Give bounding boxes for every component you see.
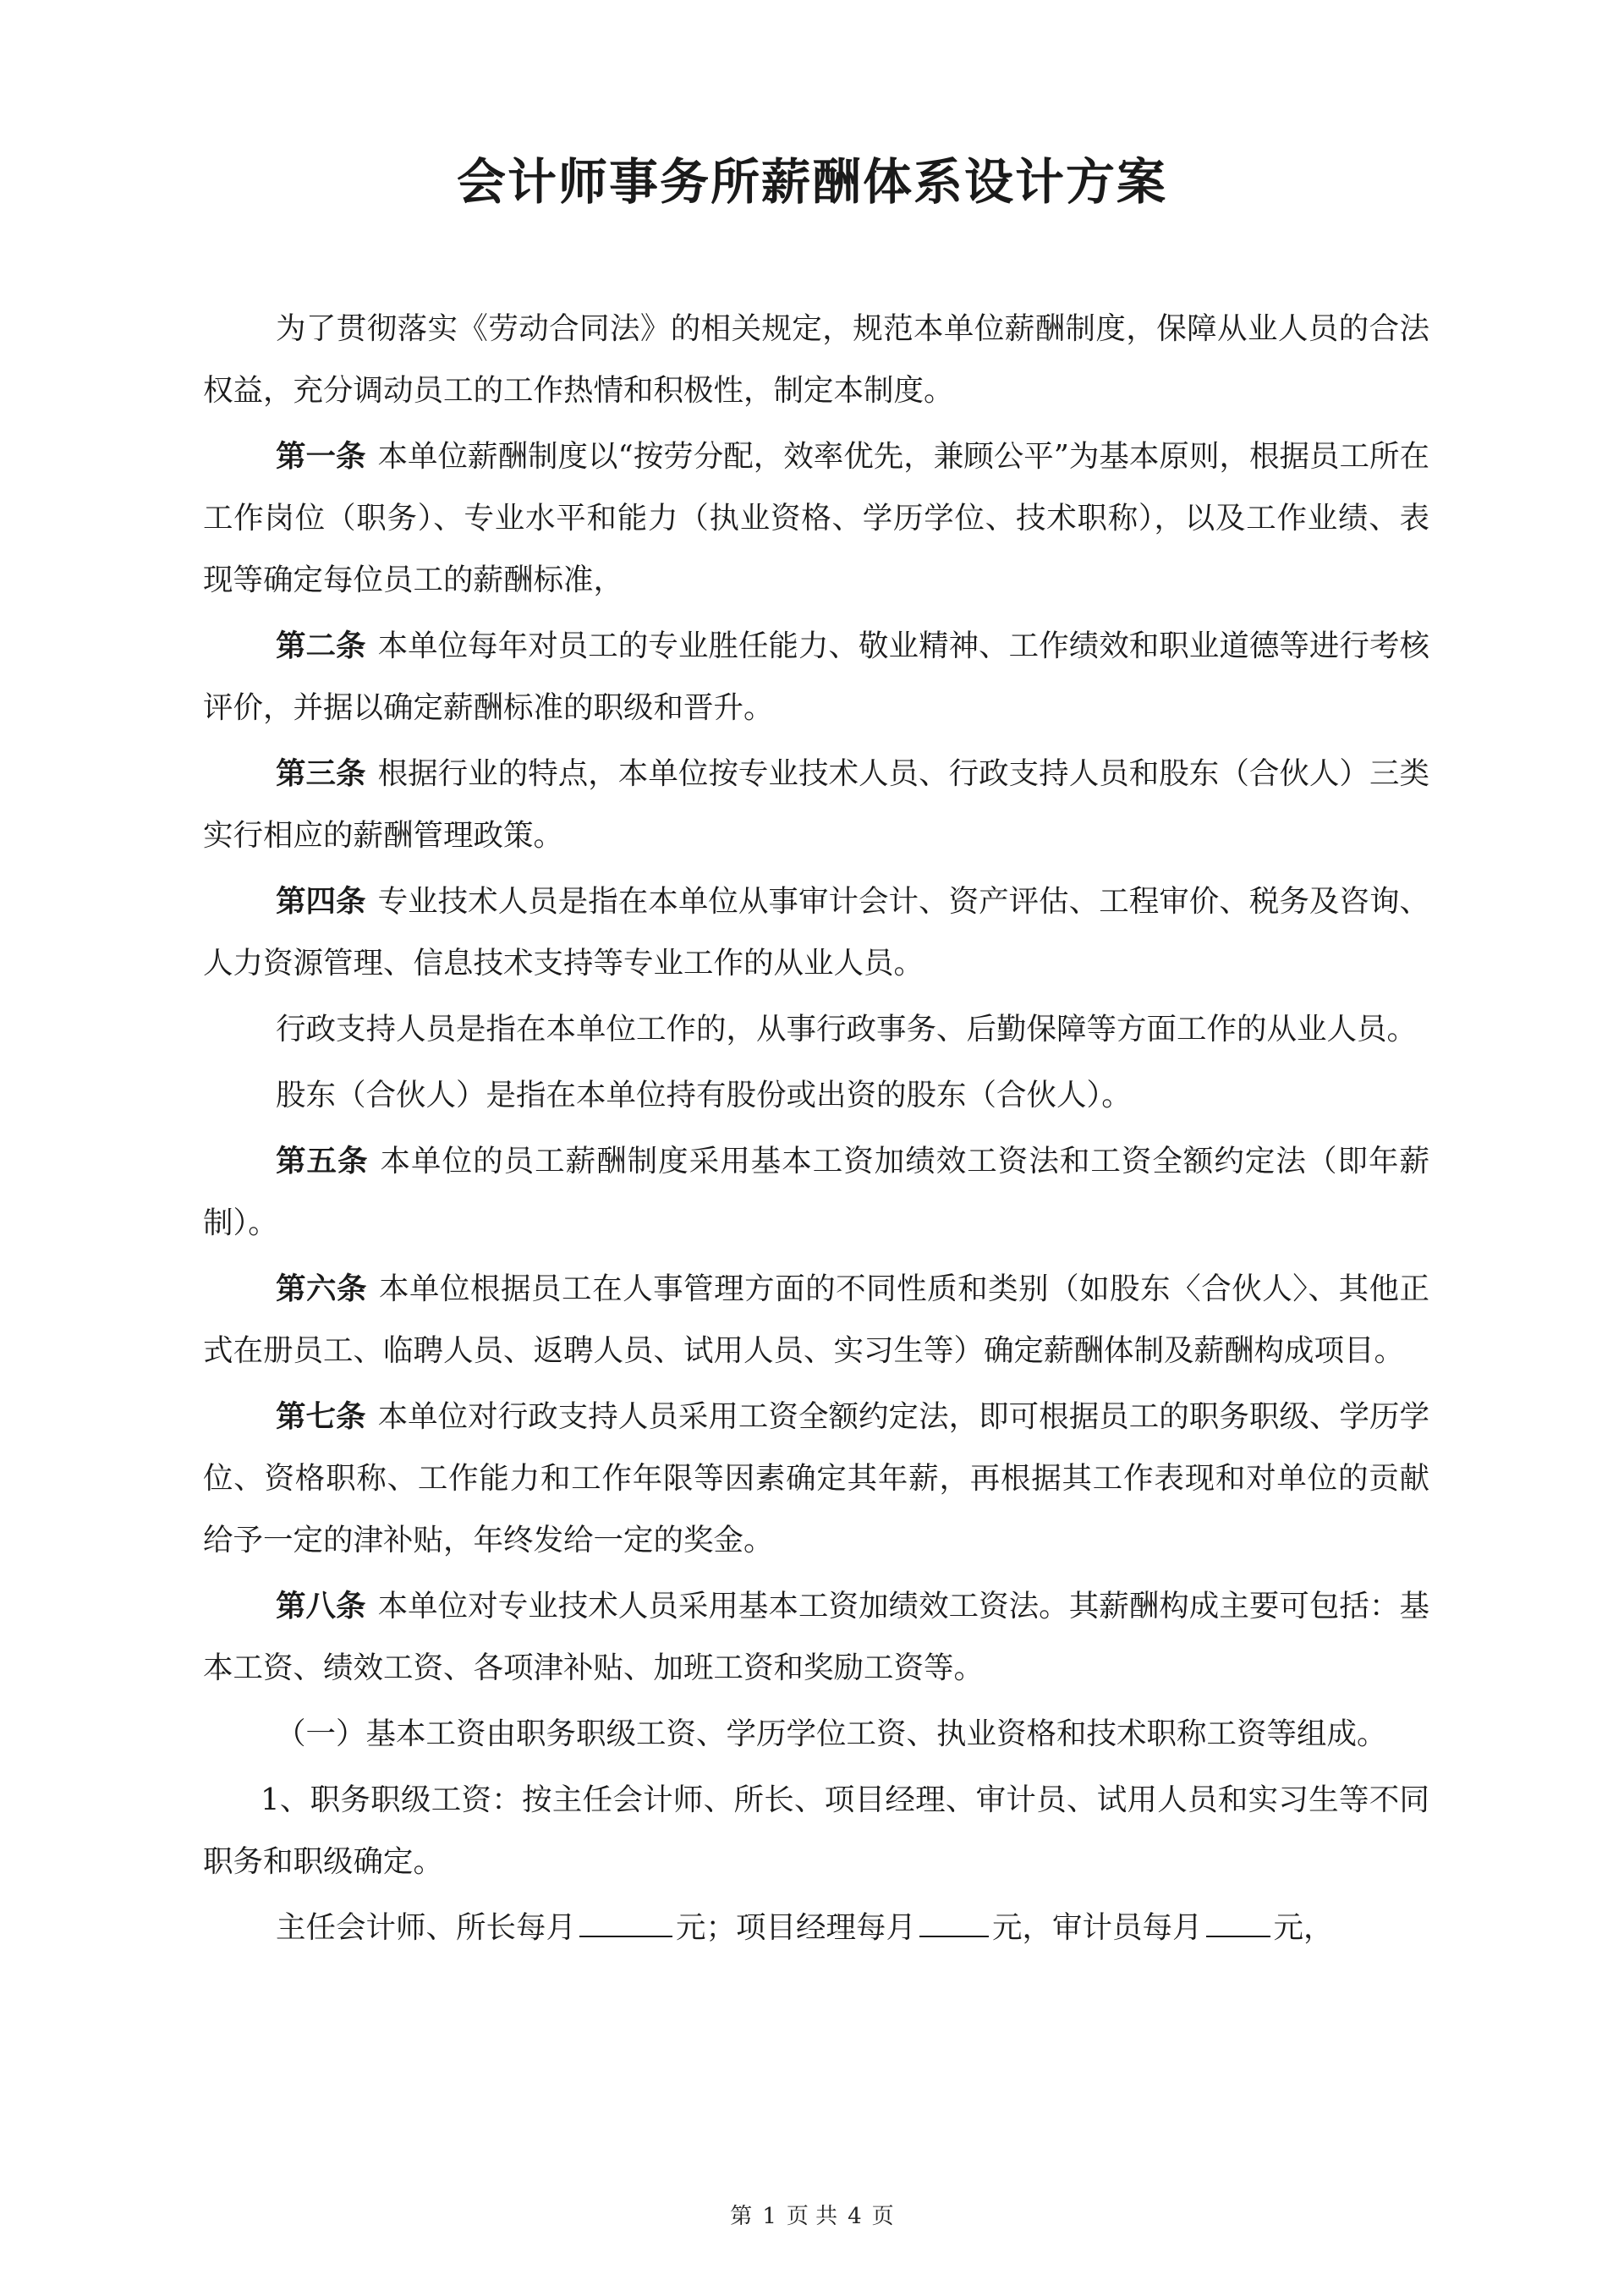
article-label: 第七条 bbox=[276, 1399, 366, 1434]
footer-mid: 页 共 bbox=[786, 2204, 838, 2229]
article-2 bbox=[203, 615, 1429, 739]
shareholders-paragraph: 股东（合伙人）是指在本单位持有股份或出资的股东（合伙人）。 bbox=[276, 1078, 1132, 1112]
article-4 bbox=[203, 871, 1429, 994]
article-text: 根据行业的特点，本单位按专业技术人员、行政支持人员和股东（合伙人）三类实行相应的薪酬管理政策。 bbox=[203, 756, 1429, 853]
salary-blank-director bbox=[579, 1910, 672, 1937]
article-label: 第八条 bbox=[276, 1589, 366, 1623]
article-1 bbox=[203, 426, 1429, 611]
article-8 bbox=[203, 1575, 1429, 1699]
basic-salary-item: （一）基本工资由职务职级工资、学历学位工资、执业资格和技术职称工资等组成。 bbox=[276, 1717, 1387, 1751]
article-text: 专业技术人员是指在本单位从事审计会计、资产评估、工程审价、税务及咨询、人力资源管理、信息技术支持等专业工作的从业人员。 bbox=[203, 884, 1429, 980]
salary-text-part3: 元，审计员每月 bbox=[992, 1910, 1203, 1945]
article-text: 本单位每年对员工的专业胜任能力、敬业精神、工作绩效和职业道德等进行考核评价，并据以确定薪酬标准的职级和晋升。 bbox=[203, 629, 1429, 725]
article-label: 第二条 bbox=[276, 629, 366, 663]
article-label: 第一条 bbox=[276, 439, 366, 474]
footer-page-number: 1 bbox=[762, 2204, 776, 2229]
admin-staff-paragraph: 行政支持人员是指在本单位工作的，从事行政事务、后勤保障等方面工作的从业人员。 bbox=[276, 1012, 1418, 1046]
article-text: 本单位对专业技术人员采用基本工资加绩效工资法。其薪酬构成主要可包括：基本工资、绩效工资、各项津补贴、加班工资和奖励工资等。 bbox=[203, 1589, 1429, 1685]
position-salary-item: 1、职务职级工资：按主任会计师、所长、项目经理、审计员、试用人员和实习生等不同职务和职级确定。 bbox=[203, 1782, 1429, 1879]
document-body bbox=[203, 298, 1429, 1963]
article-7 bbox=[203, 1386, 1429, 1571]
footer-prefix: 第 bbox=[730, 2204, 753, 2229]
intro-paragraph: 为了贯彻落实《劳动合同法》的相关规定，规范本单位薪酬制度，保障从业人员的合法权益，充分调动员工的工作热情和积极性，制定本制度。 bbox=[203, 311, 1429, 408]
salary-blank-manager bbox=[919, 1910, 989, 1937]
article-text: 本单位根据员工在人事管理方面的不同性质和类别（如股东〈合伙人〉、其他正式在册员工、临聘人员、返聘人员、试用人员、实习生等）确定薪酬体制及薪酬构成项目。 bbox=[203, 1272, 1429, 1368]
article-text: 本单位薪酬制度以“按劳分配，效率优先，兼顾公平”为基本原则，根据员工所在工作岗位（职务）、专业水平和能力（执业资格、学历学位、技术职称），以及工作业绩、表现等确定每位员工的薪酬标准， bbox=[203, 439, 1429, 597]
salary-blank-auditor bbox=[1206, 1910, 1270, 1937]
article-text: 本单位的员工薪酬制度采用基本工资加绩效工资法和工资全额约定法（即年薪制）。 bbox=[203, 1144, 1429, 1240]
article-3 bbox=[203, 743, 1429, 866]
article-6 bbox=[203, 1258, 1429, 1381]
salary-text-part2: 元；项目经理每月 bbox=[676, 1910, 917, 1945]
salary-text-part4: 元， bbox=[1273, 1910, 1334, 1945]
footer-total-pages: 4 bbox=[848, 2204, 862, 2229]
article-label: 第四条 bbox=[276, 884, 366, 919]
salary-text-part1: 主任会计师、所长每月 bbox=[276, 1910, 577, 1945]
page-footer bbox=[0, 2200, 1624, 2233]
article-label: 第六条 bbox=[276, 1272, 368, 1306]
article-text: 本单位对行政支持人员采用工资全额约定法，即可根据员工的职务职级、学历学位、资格职称、工作能力和工作年限等因素确定其年薪，再根据其工作表现和对单位的贡献给予一定的津补贴，年终发给一定的奖金。 bbox=[203, 1399, 1429, 1557]
article-label: 第三条 bbox=[276, 756, 366, 791]
article-5 bbox=[203, 1130, 1429, 1254]
article-label: 第五条 bbox=[276, 1144, 369, 1178]
footer-suffix: 页 bbox=[871, 2204, 894, 2229]
salary-amounts-line bbox=[203, 1897, 1429, 1958]
document-title: 会计师事务所薪酬体系设计方案 bbox=[456, 153, 1167, 211]
